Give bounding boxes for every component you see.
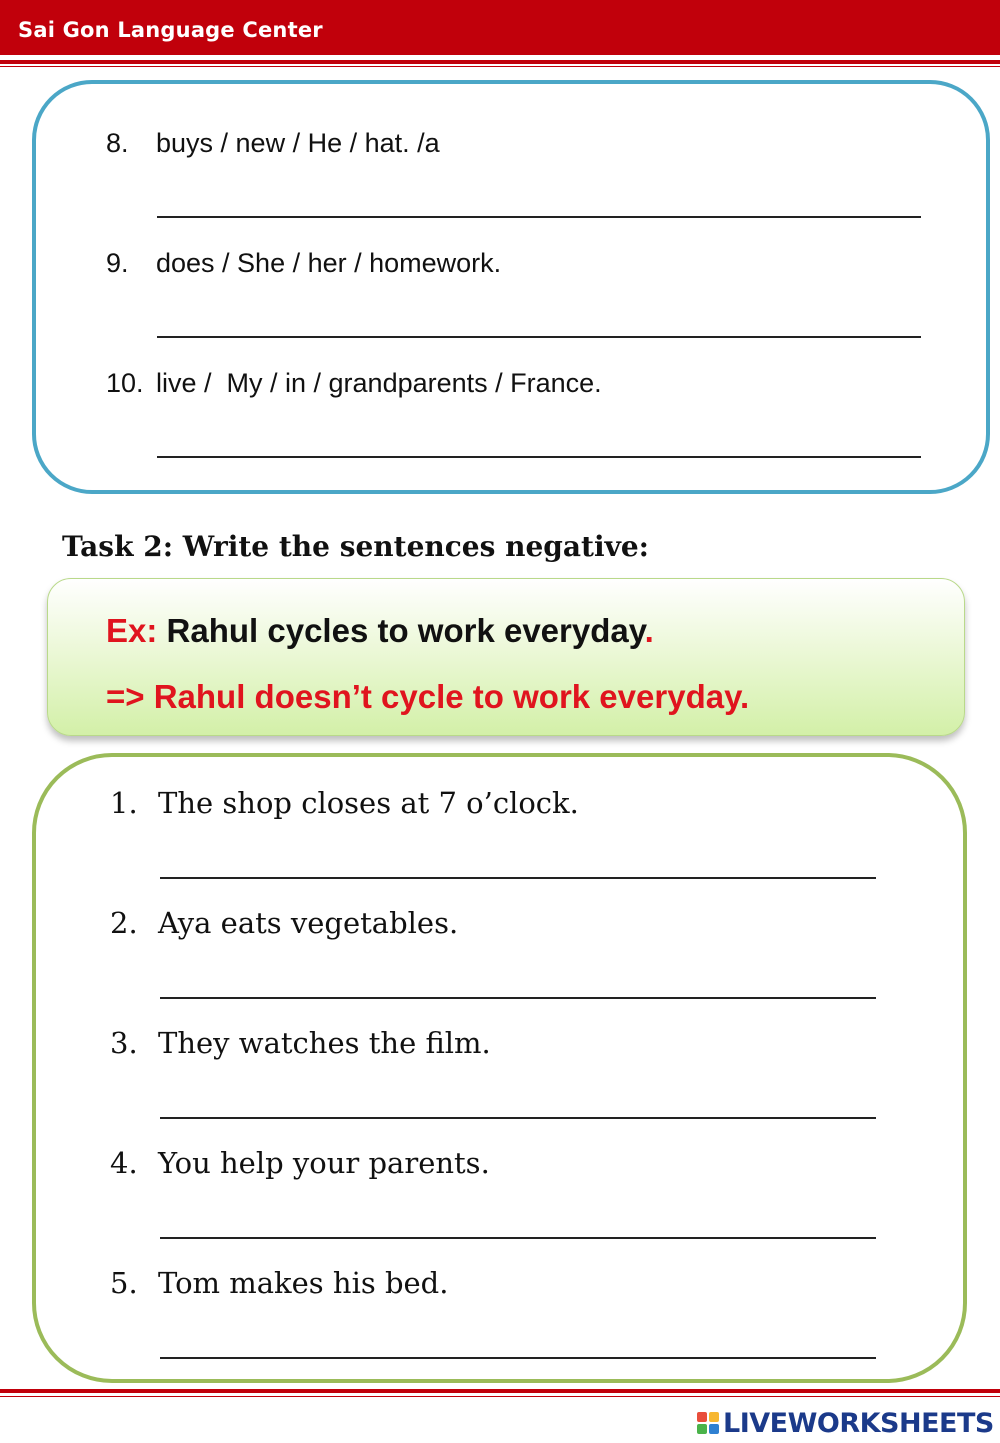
answer-line[interactable] — [160, 877, 876, 879]
item-number: 1. — [110, 786, 138, 820]
example-period: . — [644, 612, 654, 649]
logo-square — [709, 1412, 719, 1422]
brand-name: LIVEWORKSHEETS — [723, 1407, 994, 1439]
answer-line[interactable] — [160, 997, 876, 999]
example-sentence — [106, 612, 654, 650]
item-text: They watches the film. — [158, 1026, 491, 1060]
item-text: Tom makes his bed. — [158, 1266, 449, 1300]
example-answer: => Rahul doesn’t cycle to work everyday. — [106, 678, 750, 715]
liveworksheets-logo-icon — [697, 1412, 719, 1434]
logo-square — [697, 1412, 707, 1422]
item-text: buys / new / He / hat. /a — [156, 128, 440, 158]
liveworksheets-logo — [697, 1408, 994, 1438]
task2-title: Task 2: Write the sentences negative: — [62, 530, 650, 563]
item-number: 2. — [110, 906, 138, 940]
footer-divider — [0, 1389, 1000, 1393]
answer-line[interactable] — [157, 336, 921, 338]
example-label: Ex: — [106, 612, 158, 649]
item-number: 9. — [106, 248, 129, 278]
header-divider — [0, 60, 1000, 64]
answer-line[interactable] — [157, 216, 921, 218]
header-divider-thin — [0, 66, 1000, 67]
item-text: You help your parents. — [158, 1146, 490, 1180]
item-number: 8. — [106, 128, 129, 158]
item-number: 5. — [110, 1266, 138, 1300]
item-text: live / My / in / grandparents / France. — [156, 368, 602, 398]
header-title: Sai Gon Language Center — [18, 18, 323, 42]
answer-line[interactable] — [160, 1357, 876, 1359]
answer-line[interactable] — [160, 1117, 876, 1119]
logo-square — [709, 1424, 719, 1434]
example-text: Rahul cycles to work everyday — [157, 612, 645, 649]
answer-line[interactable] — [157, 456, 921, 458]
logo-square — [697, 1424, 707, 1434]
item-text: does / She / her / homework. — [156, 248, 502, 278]
answer-line[interactable] — [160, 1237, 876, 1239]
item-number: 3. — [110, 1026, 138, 1060]
item-number: 4. — [110, 1146, 138, 1180]
item-text: The shop closes at 7 o’clock. — [158, 786, 579, 820]
item-number: 10. — [106, 368, 144, 398]
item-text: Aya eats vegetables. — [158, 906, 459, 940]
footer-divider-thin — [0, 1396, 1000, 1397]
